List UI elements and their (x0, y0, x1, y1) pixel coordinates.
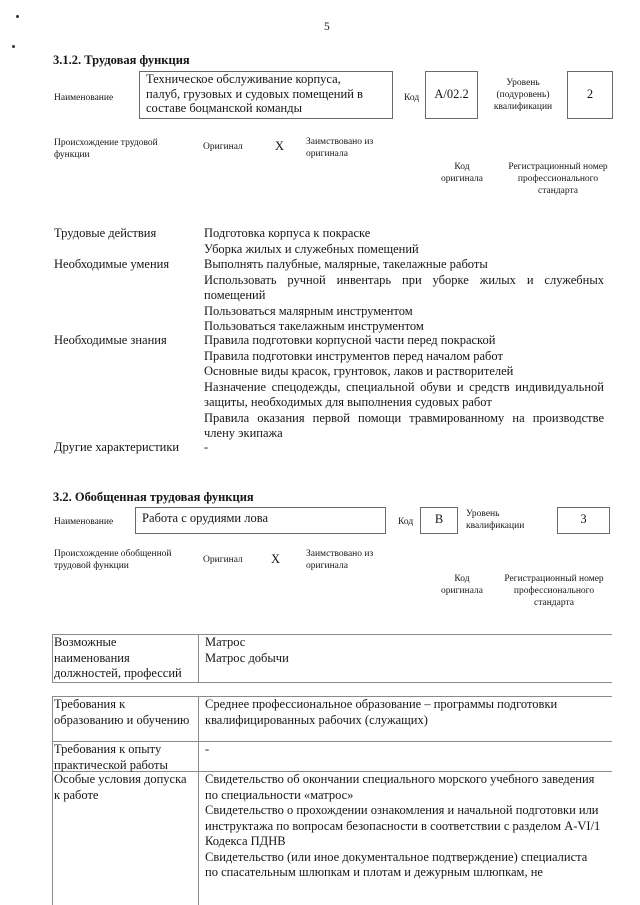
experience-label: Требования к опыту практической работы (54, 742, 168, 772)
name-label: Наименование (54, 93, 114, 103)
function-name: Работа с орудиями лова (142, 511, 269, 525)
code-label: Код (404, 93, 420, 103)
education-value: Среднее профессиональное образование – программы подготовки квалифицированных рабочих (служащих) (205, 697, 558, 727)
actions-list (204, 226, 604, 257)
scan-dot (16, 15, 19, 18)
education-label: Требования к образованию и обучению (54, 697, 190, 727)
level-label: Уровень (подуровень) квалификации (493, 78, 553, 112)
conditions-list (205, 772, 603, 881)
list-item: Матрос добычи (205, 650, 289, 665)
original-label: Оригинал (203, 555, 243, 565)
list-item: Правила оказания первой помощи травмированному на производстве члену экипажа (204, 410, 604, 440)
original-label: Оригинал (203, 142, 243, 152)
knowledge-label: Необходимые знания (54, 333, 167, 347)
table-rule (52, 634, 53, 682)
code-label: Код (398, 517, 414, 527)
list-item: Уборка жилых и служебных помещений (204, 241, 419, 256)
origin-label: Происхождение обобщенной трудовой функции (54, 549, 172, 571)
list-item: Назначение спецодежды, специальной обуви и средств индивидуальной защиты, необходимых для выполнения судовых работ (204, 379, 604, 409)
list-item: Свидетельство (или иное документальное подтверждение) специалиста по спасательным шлюпкам и плотам и дежурным шлюпкам, не (205, 849, 588, 879)
experience-value: - (205, 742, 210, 756)
page-number: 5 (324, 21, 330, 33)
list-item: Пользоваться такелажным инструментом (204, 319, 424, 333)
borrowed-label: Заимствовано из оригинала (306, 137, 374, 159)
code-value: B (434, 512, 444, 526)
code-original-label: Код оригинала (441, 162, 483, 184)
scan-dot (12, 45, 15, 48)
list-item: Матрос (205, 635, 246, 649)
list-item: Свидетельство о прохождении ознакомления и начальной подготовки или инструктажа по вопросам безопасности в соответствии с разделом А-VI/1 Кодекса ПДНВ (205, 803, 601, 848)
table-rule (52, 696, 53, 905)
level-value: 3 (580, 512, 587, 526)
table-rule (52, 682, 612, 683)
original-mark: X (271, 552, 281, 566)
original-mark: X (275, 139, 285, 153)
list-item: Использовать ручной инвентарь при уборке жилых и служебных помещений (204, 272, 604, 302)
section-heading: 3.2. Обобщенная трудовая функция (53, 490, 254, 504)
reg-number-label: Регистрационный номер профессионального стандарта (504, 574, 604, 608)
code-value: А/02.2 (434, 87, 469, 101)
knowledge-list (204, 333, 604, 442)
actions-label: Трудовые действия (54, 226, 157, 240)
code-original-label: Код оригинала (441, 574, 483, 596)
list-item: Правила подготовки корпусной части перед покраской (204, 333, 496, 347)
origin-label: Происхождение трудовой функции (54, 138, 158, 160)
other-label: Другие характеристики (54, 440, 180, 454)
positions-list (205, 635, 605, 666)
list-item: Правила подготовки инструментов перед началом работ (204, 348, 503, 363)
level-label: Уровень квалификации (466, 509, 525, 531)
positions-label: Возможные наименования должностей, профессий (54, 635, 182, 680)
function-name: Техническое обслуживание корпуса, палуб, грузовых и судовых помещений в составе боцманской команды (146, 72, 363, 115)
level-value: 2 (586, 87, 594, 101)
list-item: Выполнять палубные, малярные, такелажные работы (204, 257, 488, 271)
table-rule (198, 634, 199, 682)
list-item: Пользоваться малярным инструментом (204, 303, 413, 318)
list-item: Подготовка корпуса к покраске (204, 226, 371, 240)
table-rule (198, 696, 199, 905)
name-label: Наименование (54, 517, 114, 527)
skills-label: Необходимые умения (54, 257, 170, 271)
conditions-label: Особые условия допуска к работе (54, 772, 187, 802)
list-item: Основные виды красок, грунтовок, лаков и растворителей (204, 364, 514, 378)
list-item: Свидетельство об окончании специального морского учебного заведения по специальности «матрос» (205, 772, 595, 802)
section-heading: 3.1.2. Трудовая функция (53, 53, 190, 67)
borrowed-label: Заимствовано из оригинала (306, 549, 374, 571)
other-value: - (204, 440, 209, 454)
skills-list (204, 257, 604, 335)
reg-number-label: Регистрационный номер профессионального стандарта (508, 162, 608, 196)
